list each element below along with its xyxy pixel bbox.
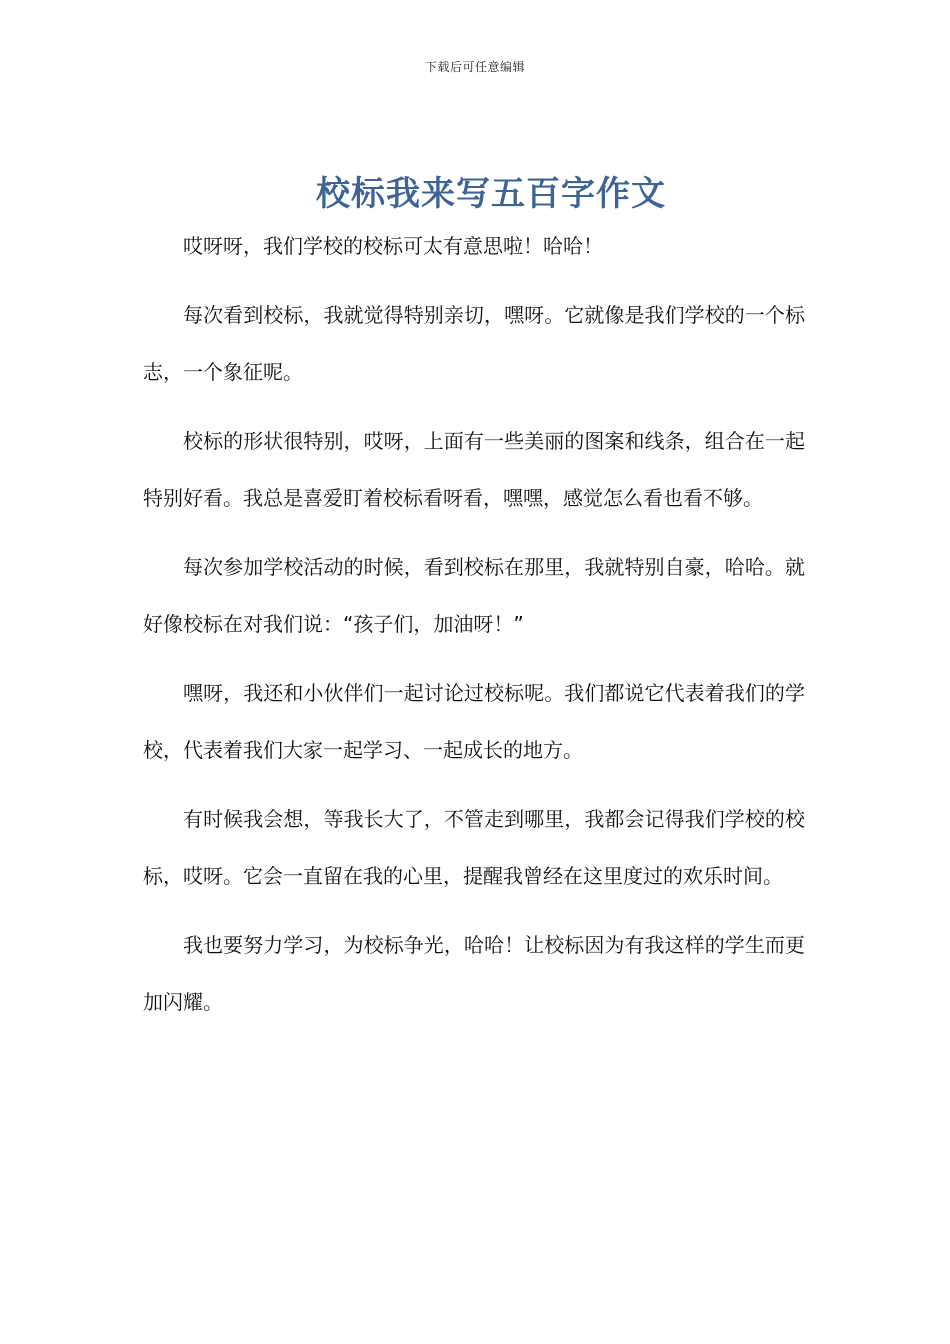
paragraph: 每次看到校标，我就觉得特别亲切，嘿呀。它就像是我们学校的一个标志，一个象征呢。 bbox=[143, 303, 805, 384]
header-note: 下载后可任意编辑 bbox=[424, 60, 525, 74]
document-body bbox=[143, 218, 805, 1043]
paragraph: 哎呀呀，我们学校的校标可太有意思啦！哈哈！ bbox=[183, 234, 603, 258]
paragraph: 校标的形状很特别，哎呀，上面有一些美丽的图案和线条，组合在一起特别好看。我总是喜爱盯着校标看呀看，嘿嘿，感觉怎么看也看不够。 bbox=[143, 429, 805, 510]
paragraph: 有时候我会想，等我长大了，不管走到哪里，我都会记得我们学校的校标，哎呀。它会一直留在我的心里，提醒我曾经在这里度过的欢乐时间。 bbox=[143, 807, 805, 888]
paragraph: 我也要努力学习，为校标争光，哈哈！让校标因为有我这样的学生而更加闪耀。 bbox=[143, 933, 805, 1014]
paragraph: 每次参加学校活动的时候，看到校标在那里，我就特别自豪，哈哈。就好像校标在对我们说：“孩子们，加油呀！” bbox=[143, 555, 805, 636]
paragraph: 嘿呀，我还和小伙伴们一起讨论过校标呢。我们都说它代表着我们的学校，代表着我们大家一起学习、一起成长的地方。 bbox=[143, 681, 805, 762]
document-title: 校标我来写五百字作文 bbox=[316, 174, 666, 214]
